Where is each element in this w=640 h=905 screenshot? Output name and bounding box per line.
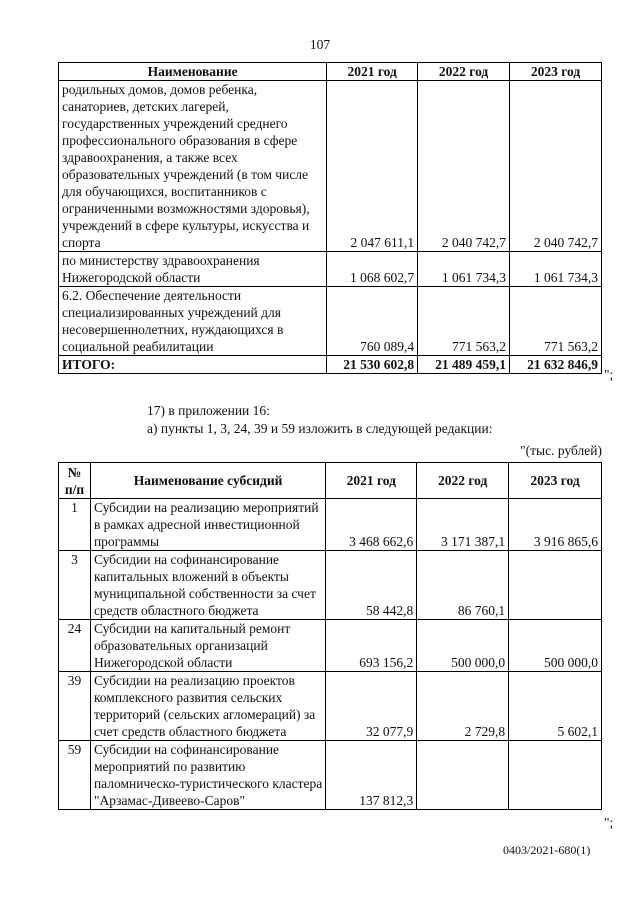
value-2022: 2 040 742,7 [418,81,510,252]
value-2023: 3 916 865,6 [509,499,602,551]
unit-label: "(тыс. рублей) [520,443,602,458]
row-name: Субсидии на софинансирование капитальных вложений в объекты муниципальной собственности за счет средств областного бюджета [90,551,325,620]
value-2023: 5 602,1 [509,672,602,741]
value-2023 [509,551,602,620]
amendment-item: 17) в приложении 16: [147,403,270,418]
value-2023: 2 040 742,7 [510,81,602,252]
table2-closing-quote: "; [604,815,614,830]
value-2023: 771 563,2 [510,287,602,356]
value-2022: 1 061 734,3 [418,252,510,287]
row-name: Субсидии на реализацию проектов комплексного развития сельских территорий (сельских агломераций) за счет средств областного бюджета [90,672,325,741]
column-header-2021: 2021 год [326,463,417,499]
column-header-name: Наименование субсидий [90,463,325,499]
amendment-subitem: а) пункты 1, 3, 24, 39 и 59 изложить в следующей редакции: [147,421,493,436]
table-row [59,672,602,741]
total-2021: 21 530 602,8 [327,356,418,374]
value-2022 [417,741,509,810]
table-row [59,741,602,810]
row-name: 6.2. Обеспечение деятельности специализированных учреждений для несовершеннолетних, нуждающихся в социальной реабилитации [59,287,327,356]
row-name: родильных домов, домов ребенка, санаториев, детских лагерей, государственных учреждений среднего профессионального образования в сфере здравоохранения, а также всех образовательных учреждений (в том числе для обучающихся, воспитанников с ограниченными возможностями здоровья), учреждений в сфере культуры, искусства и спорта [59,81,327,252]
row-name: Субсидии на капитальный ремонт образовательных организаций Нижегородской области [90,620,325,672]
table-header-row [59,63,602,81]
table-header-row [59,463,602,499]
row-number: 24 [59,620,91,672]
value-2021: 32 077,9 [326,672,417,741]
table1-closing-quote: "; [604,367,614,382]
total-2023: 21 632 846,9 [510,356,602,374]
column-header-2022: 2022 год [418,63,510,81]
row-name: Субсидии на реализацию мероприятий в рамках адресной инвестиционной программы [90,499,325,551]
column-header-2021: 2021 год [327,63,418,81]
table-row [59,499,602,551]
appropriations-table [58,62,602,374]
value-2021: 2 047 611,1 [327,81,418,252]
value-2021: 58 442,8 [326,551,417,620]
column-header-number: № п/п [59,463,91,499]
table-row [59,620,602,672]
page-number: 107 [309,37,331,52]
value-2021: 760 089,4 [327,287,418,356]
row-number: 39 [59,672,91,741]
value-2021: 1 068 602,7 [327,252,418,287]
total-label: ИТОГО: [59,356,327,374]
value-2022: 771 563,2 [418,287,510,356]
table-row [59,81,602,252]
value-2021: 3 468 662,6 [326,499,417,551]
value-2023: 500 000,0 [509,620,602,672]
row-name: по министерству здравоохранения Нижегородской области [59,252,327,287]
row-number: 1 [59,499,91,551]
row-name: Субсидии на софинансирование мероприятий по развитию паломническо-туристического кластера "Арзамас-Дивеево-Саров" [90,741,325,810]
value-2021: 137 812,3 [326,741,417,810]
column-header-2023: 2023 год [510,63,602,81]
value-2021: 693 156,2 [326,620,417,672]
column-header-name: Наименование [59,63,327,81]
table-row [59,551,602,620]
total-2022: 21 489 459,1 [418,356,510,374]
row-number: 3 [59,551,91,620]
document-number: 0403/2021-680(1) [503,843,591,857]
value-2022: 3 171 387,1 [417,499,509,551]
column-header-2022: 2022 год [417,463,509,499]
value-2022: 500 000,0 [417,620,509,672]
table-row [59,252,602,287]
value-2022: 2 729,8 [417,672,509,741]
column-header-2023: 2023 год [509,463,602,499]
table-row [59,287,602,356]
total-row [59,356,602,374]
value-2022: 86 760,1 [417,551,509,620]
row-number: 59 [59,741,91,810]
value-2023 [509,741,602,810]
subsidies-table [58,462,602,810]
value-2023: 1 061 734,3 [510,252,602,287]
